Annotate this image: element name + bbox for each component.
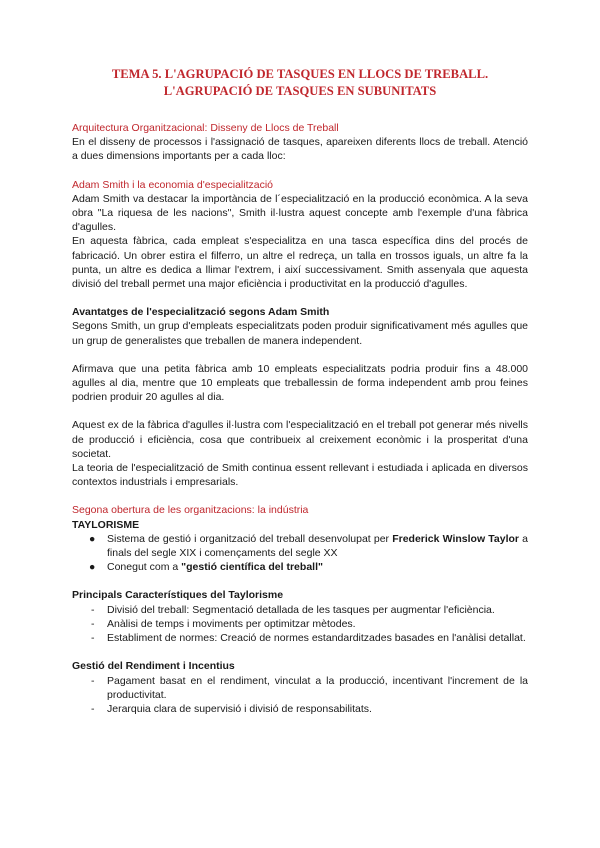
- paragraph: En el disseny de processos i l'assignació de tasques, apareixen diferents llocs de treball. Atenció a dues dimensions importants per a cada lloc:: [72, 136, 528, 163]
- list-item-text: a finals del segle XIX i començaments del segle XX: [107, 532, 528, 560]
- paragraph: Aquest ex de la fàbrica d'agulles il·lustra com l'especialització en el treball pot generar més nivells de producció i eficiència, cosa que contribueix al creixement econòmic i la prosperitat d'una societat.: [72, 419, 528, 460]
- bullet-list: [72, 532, 528, 575]
- dash-list: [72, 603, 528, 646]
- document-page: [72, 66, 528, 716]
- list-item-text: Anàlisi de temps i moviments per optimitzar mètodes.: [107, 617, 356, 630]
- section-heading-segona-obertura: Segona obertura de les organitzacions: la indústria: [72, 504, 309, 517]
- list-item: [72, 603, 528, 617]
- dash-icon: -: [91, 632, 95, 645]
- list-item: [72, 674, 528, 702]
- paragraph: Segons Smith, un grup d'empleats especialitzats poden produir significativament més agulles que un grup de generalistes que treballen de manera independent.: [72, 320, 528, 347]
- list-item: [72, 532, 528, 560]
- paragraph: Afirmava que una petita fàbrica amb 10 empleats especialitzats podria produir fins a 48.000 agulles al dia, mentre que 10 empleats que treballessin de forma independent amb prou feines podrien produir 20 agulles al dia.: [72, 362, 528, 404]
- subheading-taylorisme: TAYLORISME: [72, 518, 140, 531]
- list-item-text: Sistema de gestió i organització del treball desenvolupat per: [107, 532, 393, 545]
- page-title: TEMA 5. L'AGRUPACIÓ DE TASQUES EN LLOCS DE TREBALL. L'AGRUPACIÓ DE TASQUES EN SUBUNITATS: [111, 67, 489, 98]
- list-item-text: Divisió del treball: Segmentació detallada de les tasques per augmentar l'eficiència.: [107, 603, 495, 616]
- list-item-bold: "gestió científica del treball": [181, 561, 323, 574]
- list-item: [72, 617, 528, 631]
- dash-icon: -: [91, 702, 95, 715]
- section-heading-gestio-rendiment: Gestió del Rendiment i Incentius: [72, 660, 235, 673]
- dash-icon: -: [91, 674, 95, 687]
- dash-list: [72, 674, 528, 717]
- paragraph: Adam Smith va destacar la importància de l´especialització en la producció econòmica. A la seva obra "La riquesa de les nacions", Smith il·lustra aquest concepte amb l'exemple d'una fàbrica d'agulles.: [72, 192, 528, 234]
- list-item-text: Pagament basat en el rendiment, vinculat a la producció, incentivant l'increment de la productivitat.: [107, 674, 528, 701]
- bullet-icon: ●: [89, 532, 96, 545]
- dash-icon: -: [91, 617, 95, 630]
- list-item-bold: Frederick Winslow Taylor: [392, 532, 519, 545]
- list-item: [72, 560, 528, 574]
- bullet-icon: ●: [89, 561, 96, 574]
- list-item: [72, 631, 528, 645]
- list-item-text: Conegut com a: [107, 561, 182, 574]
- list-item-text: Establiment de normes: Creació de normes estandarditzades basades en l'anàlisi detallat.: [107, 632, 526, 645]
- dash-icon: -: [91, 603, 95, 616]
- list-item-text: Jerarquia clara de supervisió i divisió de responsabilitats.: [107, 702, 372, 715]
- section-heading-caracteristiques: Principals Característiques del Taylorisme: [72, 589, 284, 602]
- paragraph: En aquesta fàbrica, cada empleat s'especialitza en una tasca específica dins del procés de fabricació. Un obrer estira el filferro, un altre el redreça, un talla en trossos iguals, un altre fa la punta, un altre es dedica a llimar l'extrem, i així successivament. Smith assenyala que aquesta divisió del treball permet una major eficiència i productivitat en la producció d'agulles.: [72, 235, 528, 291]
- section-heading-arquitectura: Arquitectura Organitzacional: Disseny de Llocs de Treball: [72, 122, 339, 134]
- section-heading-avantatges: Avantatges de l'especialització segons Adam Smith: [72, 306, 330, 319]
- paragraph: La teoria de l'especialització de Smith continua essent rellevant i estudiada i aplicada en diversos contextos industrials i empresarials.: [72, 462, 528, 489]
- section-heading-adam-smith: Adam Smith i la economia d'especialització: [72, 178, 274, 191]
- list-item: [72, 702, 528, 716]
